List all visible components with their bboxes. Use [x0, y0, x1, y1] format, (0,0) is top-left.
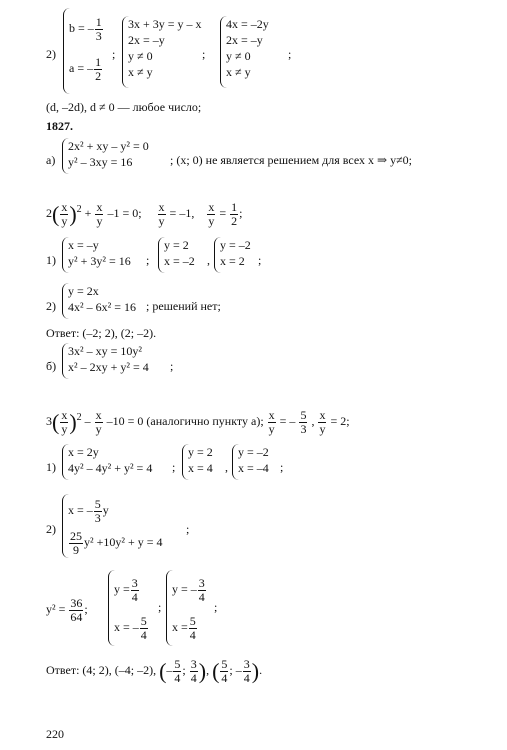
answer-line: Ответ: (4; 2), (–4; –2), (– $\frac{5}{4}$ ; $\frac{3}{4}$ ), ( $\frac{5}{4}$ ; – $\frac{3}{4}$ ).: [46, 656, 263, 685]
eq-row: y ≠ 0: [128, 49, 153, 63]
fraction: [95, 201, 103, 228]
eq-text: x = –: [114, 620, 139, 634]
numerator: x: [208, 199, 215, 214]
system-a: [63, 8, 104, 94]
equation-line: 3( $\frac{x}{y}$ )$^2$ – $\frac{x}{y}$ –10 = 0 (аналогично пункту а); $\frac{x}{y}$ = – $\frac{5}{3}$ , $\frac{x}{y}$ = 2;: [46, 407, 350, 436]
fraction: [318, 409, 326, 436]
note: ; (x; 0) не является решением для всех x ⇒ y≠0;: [170, 153, 412, 167]
eq-row: [114, 570, 149, 608]
system: [182, 444, 213, 480]
system: [62, 237, 131, 273]
separator: ;: [202, 47, 206, 61]
paren: ): [251, 658, 260, 684]
eq-row: x = –2: [164, 254, 195, 268]
eq-text: y² =: [46, 602, 66, 616]
numerator: 5: [221, 656, 228, 671]
eq-row: 2x² + xy – y² = 0: [68, 139, 149, 153]
equation-line: y² = $\frac{36}{64}$ ;: [46, 595, 88, 624]
system: [158, 237, 195, 273]
eq-row: x = 2y: [68, 445, 99, 459]
denominator: 3: [94, 510, 101, 525]
denominator: y: [95, 421, 102, 436]
system: [166, 570, 207, 646]
denominator: y: [61, 213, 68, 228]
eq-text: = –1,: [169, 206, 195, 220]
equation-line: 2( $\frac{x}{y}$ )$^2$ + $\frac{x}{y}$ –1 = 0; $\frac{x}{y}$ = –1, $\frac{x}{y}$ = $\frac{1}{2}$ ;: [46, 199, 243, 228]
system: [232, 444, 269, 480]
fraction: [140, 615, 148, 642]
eq-row: [68, 526, 163, 558]
fraction: [190, 658, 198, 685]
separator: ;: [288, 47, 292, 61]
separator: ;: [158, 600, 162, 614]
numerator: 1: [231, 199, 238, 214]
eq-row: [69, 48, 104, 88]
page-number: 220: [46, 727, 64, 741]
numerator: x: [61, 407, 68, 422]
numerator: 5: [189, 613, 196, 628]
eq-row: [172, 608, 207, 646]
denominator: y: [268, 421, 275, 436]
denominator: 3: [95, 28, 102, 43]
denominator: 4: [221, 670, 228, 685]
fraction: [95, 409, 103, 436]
eq-row: x = – $\frac{5}{3}$ y: [68, 496, 109, 525]
separator: ,: [225, 460, 228, 474]
paren: (: [52, 201, 60, 227]
eq-row: y = –2: [220, 238, 251, 252]
eq-text: a = –: [69, 61, 94, 75]
paren: (: [52, 409, 60, 435]
eq-row: x² – 2xy + y² = 4: [68, 360, 149, 374]
denominator: 3: [300, 421, 307, 436]
numerator: 5: [300, 407, 307, 422]
eq-text: b = –: [69, 21, 94, 35]
denominator: 4: [140, 627, 147, 642]
part-label: б): [46, 359, 57, 373]
fraction: [60, 409, 68, 436]
answer-line: Ответ: (–2; 2), (2; –2).: [46, 326, 157, 340]
system-b: [122, 16, 202, 88]
eq-text: x =: [172, 620, 188, 634]
numerator: x: [95, 407, 102, 422]
separator: ;: [186, 522, 190, 536]
item-label: 2): [46, 47, 56, 61]
numerator: 5: [140, 613, 147, 628]
system-a-part: [62, 138, 149, 174]
numerator: 1: [95, 14, 102, 29]
numerator: 3: [243, 656, 250, 671]
separator: ;: [214, 600, 218, 614]
numerator: x: [268, 407, 275, 422]
eq-text: y² +10y² + y = 4: [84, 535, 163, 549]
answer-text: Ответ: (4; 2), (–4; –2),: [46, 663, 157, 677]
denominator: y: [208, 213, 215, 228]
numerator: 3: [131, 575, 138, 590]
system: [108, 570, 149, 646]
paren: (: [212, 658, 220, 684]
denominator: 9: [73, 542, 79, 557]
eq-row: x = –y: [68, 238, 99, 252]
coef: 2: [46, 206, 52, 220]
eq-text: –1 = 0;: [107, 206, 142, 220]
eq-row: y² + 3y² = 16: [68, 254, 131, 268]
eq-text: x = –: [68, 503, 93, 517]
denominator: 2: [231, 213, 238, 228]
fraction: [268, 409, 276, 436]
eq-row: y ≠ 0: [226, 49, 251, 63]
fraction: [207, 201, 215, 228]
denominator: 2: [95, 68, 102, 83]
fraction: [198, 577, 206, 604]
eq-row: x ≠ y: [226, 65, 251, 79]
item-label: 1): [46, 460, 56, 474]
fraction: [173, 658, 181, 685]
eq-row: [172, 570, 207, 608]
fraction: [131, 577, 139, 604]
fraction: [189, 615, 197, 642]
eq-row: 3x + 3y = y – x: [128, 17, 202, 31]
fraction: [69, 597, 83, 624]
numerator: 36: [70, 595, 83, 610]
fraction: [95, 16, 103, 43]
numerator: 5: [94, 496, 101, 511]
eq-row: 3x² – xy = 10y²: [68, 344, 142, 358]
eq-text: = –: [279, 414, 296, 428]
separator: ;: [170, 359, 174, 373]
eq-row: 4x² – 6x² = 16: [68, 300, 136, 314]
eq-row: x = 4: [188, 461, 213, 475]
fraction: [60, 201, 68, 228]
eq-text: y =: [114, 582, 130, 596]
fraction: [299, 409, 307, 436]
fraction: [220, 658, 228, 685]
eq-text: = 2;: [330, 414, 350, 428]
eq-row: y = 2x: [68, 284, 99, 298]
numerator: 3: [190, 656, 197, 671]
paren: ): [69, 201, 77, 227]
denominator: 4: [189, 627, 196, 642]
numerator: x: [61, 199, 68, 214]
eq-row: y = –2: [238, 445, 269, 459]
eq-row: 2x = –y: [128, 33, 165, 47]
eq-row: [114, 608, 149, 646]
numerator: 5: [174, 656, 181, 671]
eq-row: [69, 8, 104, 48]
fraction: [243, 658, 251, 685]
eq-text: =: [219, 206, 227, 220]
denominator: 4: [174, 670, 181, 685]
denominator: y: [61, 421, 68, 436]
fraction: [94, 498, 102, 525]
problem-number: 1827.: [46, 119, 73, 133]
numerator: 1: [95, 54, 102, 69]
numerator: x: [158, 199, 165, 214]
answer-line: (d, –2d), d ≠ 0 — любое число;: [46, 100, 202, 114]
separator: ;: [172, 460, 176, 474]
eq-row: 4y² – 4y² + y² = 4: [68, 461, 153, 475]
numerator: 25: [70, 528, 82, 543]
eq-row: x ≠ y: [128, 65, 153, 79]
system: [62, 494, 163, 558]
eq-text: –10 = 0 (аналогично пункту а);: [106, 414, 264, 428]
separator: ;: [280, 460, 284, 474]
system-b-part: [62, 343, 149, 379]
eq-row: x = –4: [238, 461, 269, 475]
denominator: 4: [198, 589, 205, 604]
denominator: y: [319, 421, 326, 436]
eq-text: y = –: [172, 582, 197, 596]
fraction: [69, 530, 83, 557]
system-c: [220, 16, 269, 88]
separator: ;: [112, 47, 116, 61]
eq-row: y = 2: [188, 445, 213, 459]
fraction: [230, 201, 238, 228]
system: [62, 283, 136, 319]
eq-row: y² – 3xy = 16: [68, 155, 133, 169]
denominator: y: [158, 213, 165, 228]
item-label: 1): [46, 253, 56, 267]
eq-row: y = 2: [164, 238, 189, 252]
note: ; решений нет;: [146, 299, 221, 313]
numerator: x: [96, 199, 103, 214]
numerator: 3: [198, 575, 205, 590]
separator: ,: [207, 253, 210, 267]
numerator: x: [319, 407, 326, 422]
separator: ;: [146, 253, 150, 267]
paren: ): [198, 658, 207, 684]
denominator: 4: [190, 670, 197, 685]
item-label: 2): [46, 522, 56, 536]
paren: (: [159, 658, 167, 684]
denominator: 64: [70, 609, 83, 624]
item-label: 2): [46, 299, 56, 313]
coef: 3: [46, 414, 52, 428]
separator: ;: [258, 253, 262, 267]
eq-row: 2x = –y: [226, 33, 263, 47]
system: [62, 444, 152, 480]
denominator: y: [96, 213, 103, 228]
part-label: а): [46, 153, 56, 167]
denominator: 4: [131, 589, 138, 604]
paren: ): [69, 409, 77, 435]
eq-row: 4x = –2y: [226, 17, 269, 31]
denominator: 4: [243, 670, 250, 685]
fraction: [94, 56, 102, 83]
op: +: [84, 206, 92, 220]
eq-row: x = 2: [220, 254, 245, 268]
fraction: [158, 201, 166, 228]
system: [214, 237, 251, 273]
